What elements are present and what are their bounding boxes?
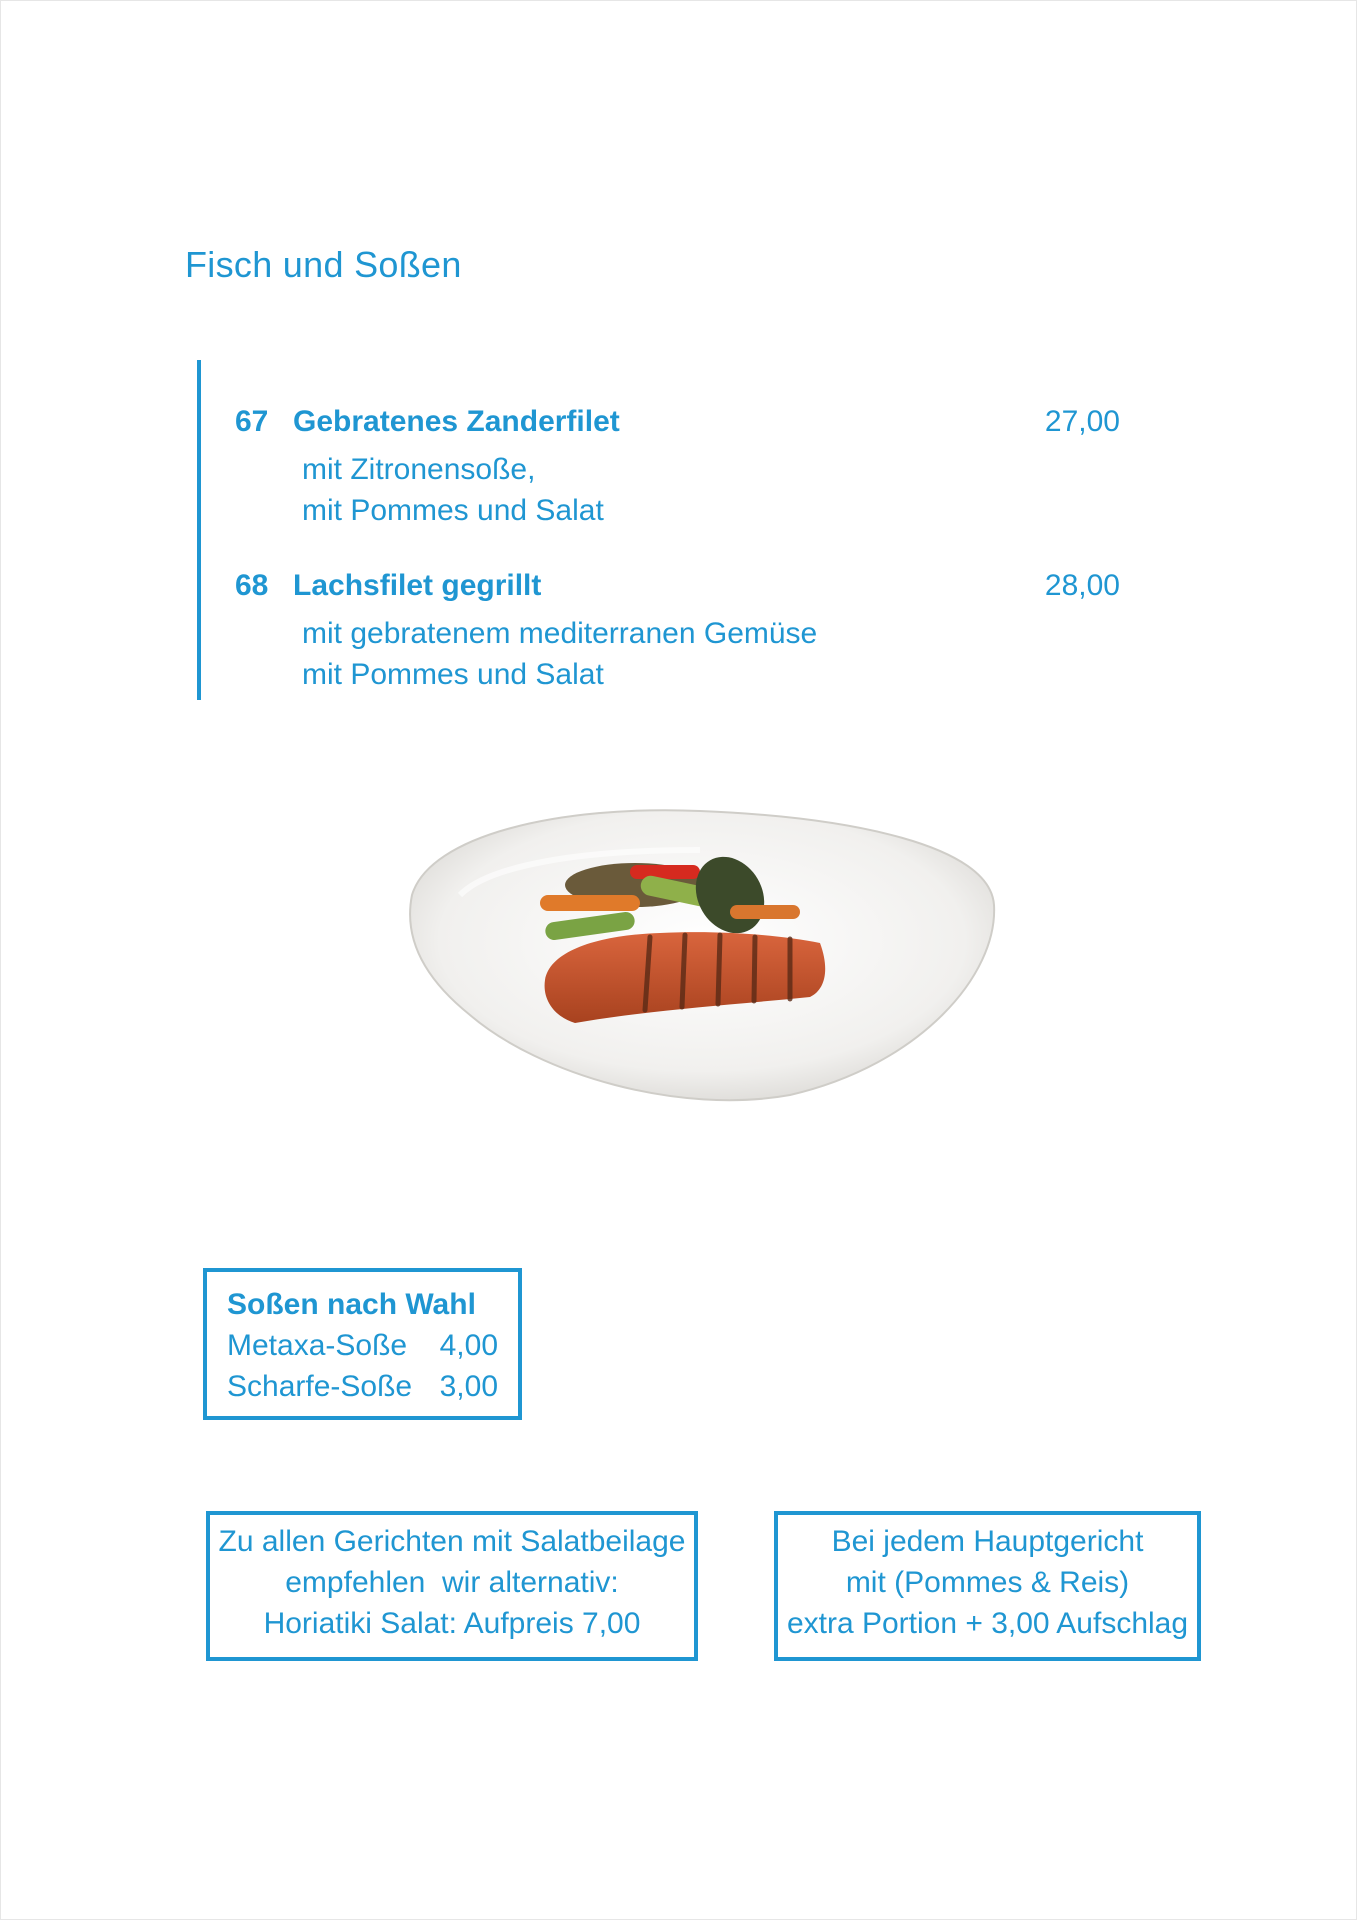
menu-item [235,405,1120,531]
sauce-name: Metaxa-Soße [227,1329,408,1362]
menu-item-number: 68 [235,569,269,602]
menu-item [235,569,1120,695]
sauce-price: 3,00 [439,1370,498,1403]
salad-note-box [206,1511,698,1661]
side-portion-note-box [774,1511,1201,1661]
sauce-name: Scharfe-Soße [227,1370,413,1403]
section-accent-bar [197,360,201,700]
salad-note-line: Horiatiki Salat: Aufpreis 7,00 [263,1607,641,1640]
menu-item-price: 27,00 [1044,405,1120,438]
side-note-line: Bei jedem Hauptgericht [831,1525,1144,1558]
page-title: Fisch und Soßen [185,244,462,285]
menu-item-header [235,405,1120,449]
sauce-box-title: Soßen nach Wahl [227,1288,476,1321]
sauce-row [227,1325,498,1366]
sauce-price: 4,00 [439,1329,498,1362]
menu-item-description-line: mit Zitronensoße, [302,453,536,486]
salad-note-line: empfehlen wir alternativ: [285,1566,619,1599]
menu-item-number: 67 [235,405,269,438]
menu-item-name: Lachsfilet gegrillt [293,569,542,602]
menu-item-name: Gebratenes Zanderfilet [293,405,620,438]
menu-item-price: 28,00 [1044,569,1120,602]
side-note-line: extra Portion + 3,00 Aufschlag [786,1607,1189,1640]
menu-item-description-line: mit Pommes und Salat [302,494,604,527]
menu-item-description-line: mit gebratenem mediterranen Gemüse [302,617,818,650]
salmon-dish-photo [400,805,1000,1105]
side-note-line: mit (Pommes & Reis) [845,1566,1130,1599]
menu-item-header [235,569,1120,613]
menu-item-description-line: mit Pommes und Salat [302,658,604,691]
salad-note-line: Zu allen Gerichten mit Salatbeilage [218,1525,686,1558]
sauce-options-box [203,1268,522,1420]
sauce-row [227,1366,498,1407]
